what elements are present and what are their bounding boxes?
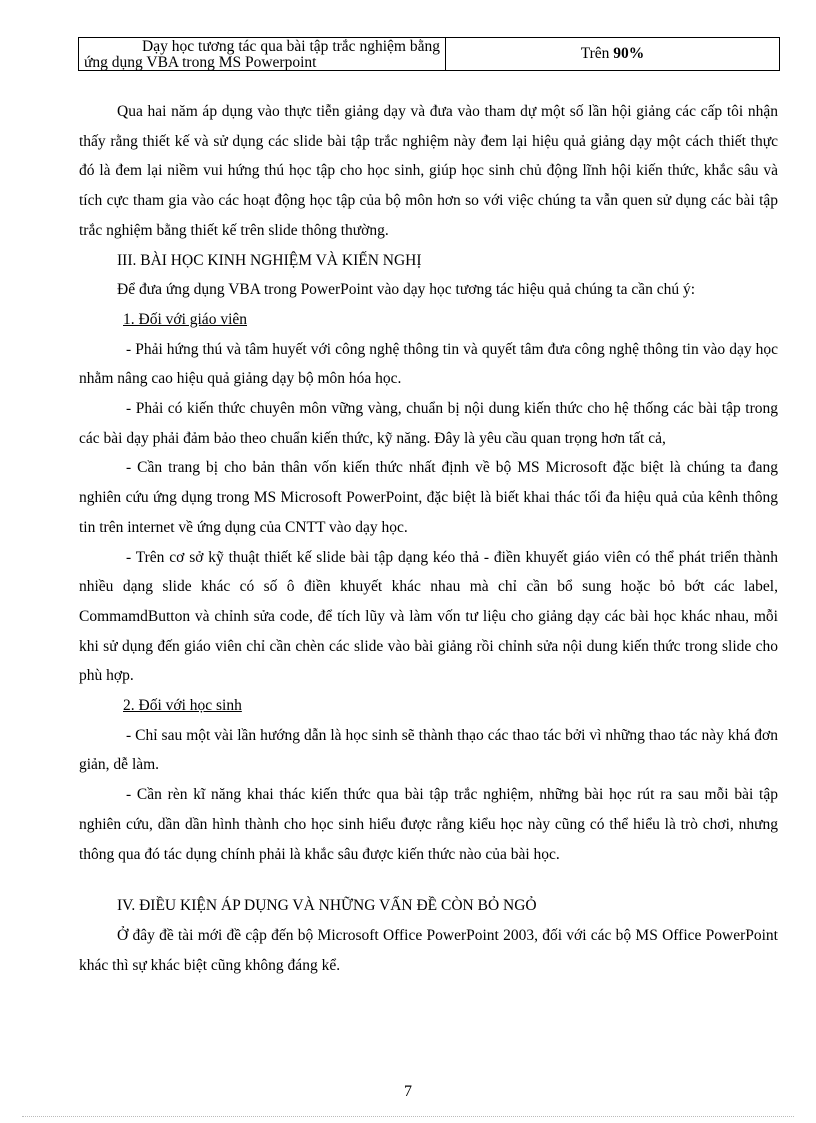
result-value: 90% (613, 45, 645, 62)
page-number: 7 (404, 1083, 412, 1100)
paragraph-results-summary: Qua hai năm áp dụng vào thực tiễn giảng dạy và đưa vào tham dự một số lần hội giảng các cấp tôi nhận thấy rằng thiết kế và sử dụng các slide bài tập trắc nghiệm này đem lại hiệu quả giảng dạy một cách thiết thực đó là đem lại niềm vui hứng thú học tập cho học sinh, giúp học sinh chủ động lĩnh hội kiến thức, khắc sâu và tích cực tham gia vào các hoạt động học tập của bộ môn hơn so với việc chúng ta vẫn quen sử dụng các bài tập trắc nghiệm bằng thiết kế trên slide thông thường. (79, 103, 778, 239)
subheading-students-text: 2. Đối với học sinh (123, 697, 242, 715)
student-point-2: - Cần rèn kĩ năng khai thác kiến thức qua bài tập trắc nghiệm, những bài học rút ra sau mỗi bài tập nghiên cứu, dần dần hình thành cho học sinh hiểu được rằng kiểu học này cũng có thể hiểu là trò chơi, nhưng thông qua đó tác dụng chính phải là khắc sâu được kiến thức nào của bài học. (79, 786, 778, 863)
method-cell (79, 38, 446, 71)
page-bottom-divider (22, 1116, 794, 1117)
section-heading-iii: III. BÀI HỌC KINH NGHIỆM VÀ KIẾN NGHỊ (117, 251, 422, 269)
paragraph-conditions: Ở đây đề tài mới đề cập đến bộ Microsoft Office PowerPoint 2003, đối với các bộ MS Office PowerPoint khác thì sự khác biệt cũng không đáng kể. (79, 926, 778, 974)
document-body (79, 97, 778, 980)
teacher-point-3: - Cần trang bị cho bản thân vốn kiến thức nhất định về bộ MS Microsoft đặc biệt là chúng ta đang nghiên cứu ứng dụng trong MS Microsoft PowerPoint, đặc biệt là biết khai thác tối đa hiệu quả của kênh thông tin trên internet về ứng dụng của CNTT vào dạy học. (79, 459, 778, 536)
subheading-teachers-text: 1. Đối với giáo viên (123, 310, 247, 328)
teacher-point-1: - Phải hứng thú và tâm huyết với công nghệ thông tin và quyết tâm đưa công nghệ thông tin vào dạy học nhằm nâng cao hiệu quả giảng dạy bộ môn hóa học. (79, 340, 778, 388)
method-text: Dạy học tương tác qua bài tập trắc nghiệm bằng ứng dụng VBA trong MS Powerpoint (84, 38, 440, 71)
teacher-point-2: - Phải có kiến thức chuyên môn vững vàng, chuẩn bị nội dung kiến thức cho hệ thống các bài tập trong các bài dạy phải đảm bảo theo chuẩn kiến thức, kỹ năng. Đây là yêu cầu quan trọng hơn tất cả, (79, 400, 778, 447)
paragraph-intro-notes: Để đưa ứng dụng VBA trong PowerPoint vào dạy học tương tác hiệu quả chúng ta cần chú ý: (117, 281, 696, 299)
section-heading-iv: IV. ĐIỀU KIỆN ÁP DỤNG VÀ NHỮNG VẤN ĐỀ CÒN BỎ NGỎ (117, 897, 537, 915)
result-cell (446, 38, 780, 71)
subheading-teachers (79, 305, 778, 335)
teacher-point-4: - Trên cơ sở kỹ thuật thiết kế slide bài tập dạng kéo thả - điền khuyết giáo viên có thể phát triển thành nhiều dạng slide khác có số ô điền khuyết khác nhau mà chỉ cần bổ sung hoặc bỏ bớt các label, CommamdButton và chỉnh sửa code, để tích lũy và làm vốn tư liệu cho giảng dạy các bài học khác nhau, mỗi khi sử dụng đến giáo viên chỉ cần chèn các slide vào bài giảng rồi chỉnh sửa nội dung kiến thức trong slide cho phù hợp. (79, 548, 778, 685)
spacer (79, 869, 778, 891)
results-table (78, 37, 780, 71)
table-row (79, 38, 780, 71)
result-prefix: Trên (580, 45, 614, 62)
subheading-students (79, 691, 778, 721)
student-point-1: - Chỉ sau một vài lần hướng dẫn là học sinh sẽ thành thạo các thao tác bởi vì những thao tác này khá đơn giản, dễ làm. (79, 726, 778, 774)
